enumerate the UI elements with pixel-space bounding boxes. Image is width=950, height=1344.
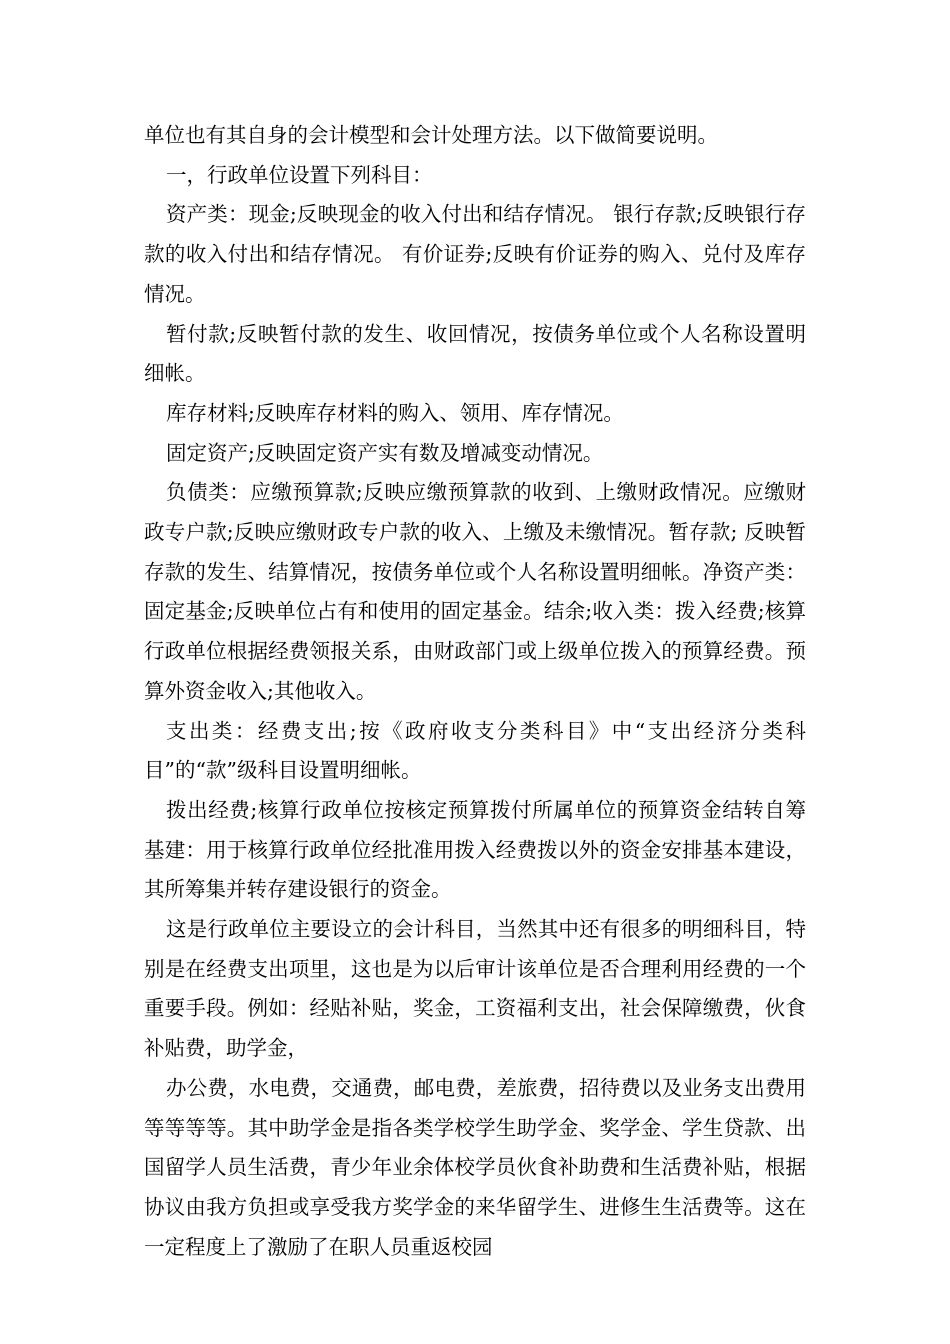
- paragraph-summary: 这是行政单位主要设立的会计科目，当然其中还有很多的明细科目，特别是在经费支出项里，这也是为以后审计该单位是否合理利用经费的一个重要手段。例如：经贴补贴，奖金，工资福利支出，社会保障缴费，伙食补贴费，助学金，: [144, 917, 806, 1061]
- paragraph-inventory: 库存材料;反映库存材料的购入、领用、库存情况。: [166, 400, 624, 425]
- paragraph-expense-items: 办公费，水电费，交通费，邮电费，差旅费，招待费以及业务支出费用等等等等。其中助学金是指各类学校学生助学金、奖学金、学生贷款、出国留学人员生活费，青少年业余体校学员伙食补助费和生活费补贴，根据协议由我方负担或享受我方奖学金的来华留学生、进修生生活费等。这在一定程度上了激励了在职人员重返校园: [144, 1075, 806, 1259]
- paragraph-expenditures: 支出类：经费支出;按《政府收支分类科目》中“支出经济分类科目”的“款”级科目设置明细帐。: [144, 718, 806, 783]
- paragraph-liabilities: 负债类：应缴预算款;反映应缴预算款的收到、上缴财政情况。应缴财政专户款;反映应缴财政专户款的收入、上缴及未缴情况。暂存款; 反映暂存款的发生、结算情况，按债务单位或个人名称设置明细帐。净资产类：固定基金;反映单位占有和使用的固定基金。结余;收入类：拨入经费;核算行政单位根据经费领报关系，由财政部门或上级单位拨入的预算经费。预算外资金收入;其他收入。: [144, 480, 806, 703]
- document-page: [144, 116, 806, 1267]
- paragraph-allocations: 拨出经费;核算行政单位按核定预算拨付所属单位的预算资金结转自筹基建：用于核算行政单位经批准用拨入经费拨以外的资金安排基本建设，其所筹集并转存建设银行的资金。: [144, 797, 806, 902]
- paragraph-intro: 单位也有其自身的会计模型和会计处理方法。以下做简要说明。: [144, 123, 718, 147]
- paragraph-advances: 暂付款;反映暂付款的发生、收回情况，按债务单位或个人名称设置明细帐。: [144, 321, 806, 386]
- paragraph-fixed-assets: 固定资产;反映固定资产实有数及增减变动情况。: [166, 440, 604, 465]
- paragraph-assets: 资产类：现金;反映现金的收入付出和结存情况。 银行存款;反映银行存款的收入付出和结存情况。 有价证券;反映有价证券的购入、兑付及库存情况。: [144, 202, 806, 306]
- paragraph-heading-one: 一，行政单位设置下列科目：: [166, 162, 433, 187]
